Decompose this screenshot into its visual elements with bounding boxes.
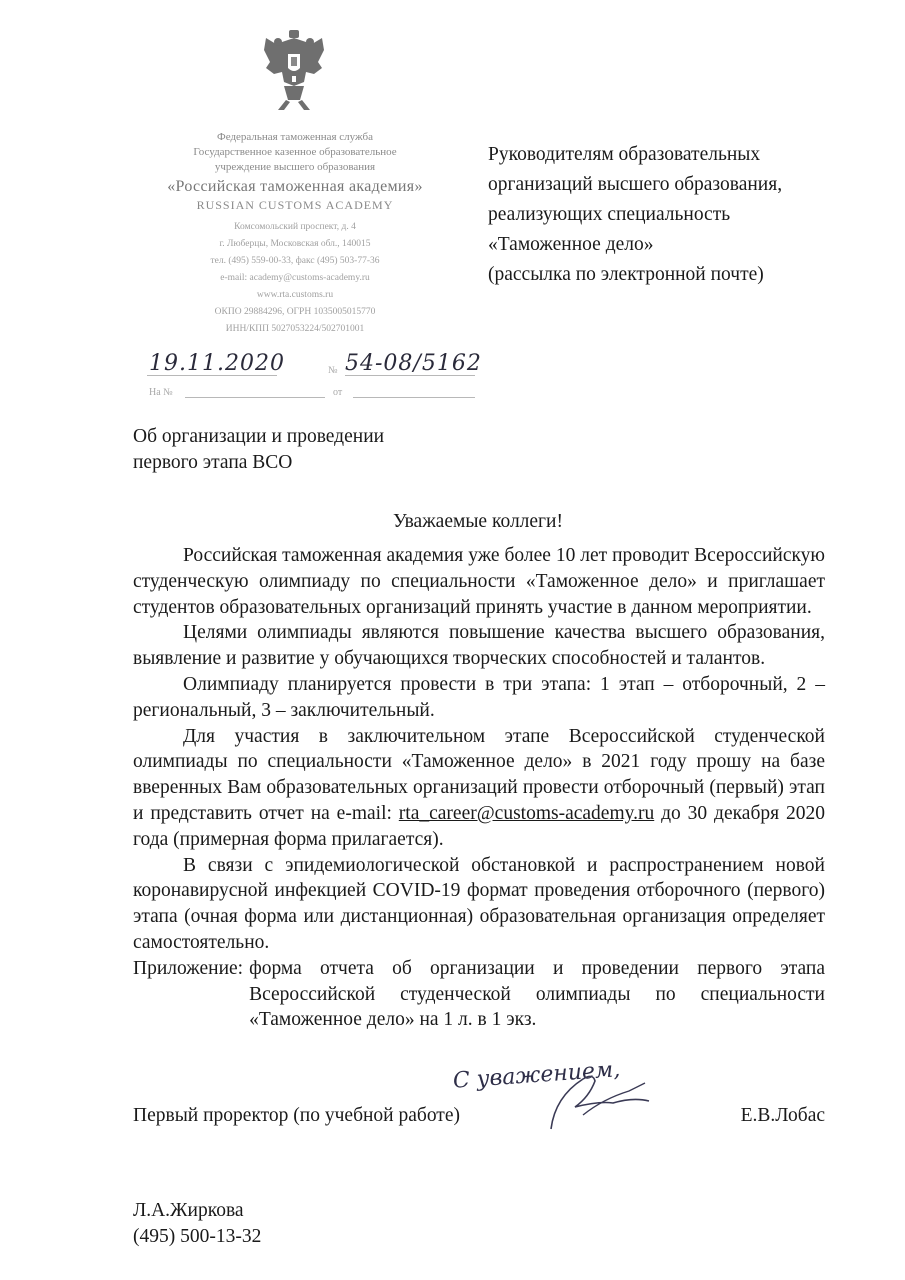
signature-block bbox=[133, 1057, 825, 1155]
subject-line: Об организации и проведении bbox=[133, 426, 385, 447]
letterhead-okpo: ОКПО 29884296, ОГРН 1035005015770 bbox=[214, 307, 376, 317]
from-label: от bbox=[333, 387, 343, 398]
executor-phone: (495) 500-13-32 bbox=[133, 1226, 262, 1247]
double-headed-eagle-emblem-icon bbox=[262, 28, 326, 112]
addressee-line: реализующих специальность bbox=[488, 204, 731, 225]
letterhead-academy-name-en: RUSSIAN CUSTOMS ACADEMY bbox=[196, 198, 394, 212]
request-deadline: до 30 декабря 2020 года (примерная форма прилагается). bbox=[133, 802, 825, 850]
addressee-line: Руководителям образовательных bbox=[488, 144, 761, 165]
addressee-line: (рассылка по электронной почте) bbox=[488, 264, 764, 285]
letter-subject bbox=[133, 424, 384, 476]
number-label: № bbox=[328, 365, 338, 376]
request-text: Для участия в заключительном этапе Всероссийской студенческой олимпиады по специальности «Таможенное дело» в 2021 году прошу на базе вверенных Вам образовательных организаций провести отборочный (первый) этап и представить отчет на e-mail: bbox=[133, 725, 825, 824]
letterhead-institution-level: учреждение высшего образования bbox=[214, 161, 376, 173]
letterhead-inn: ИНН/КПП 5027053224/502701001 bbox=[225, 324, 365, 334]
appendix-label: Приложение: bbox=[133, 957, 244, 979]
letterhead bbox=[130, 130, 460, 338]
letterhead-service: Федеральная таможенная служба bbox=[217, 131, 373, 143]
letterhead-institution-type: Государственное казенное образовательное bbox=[193, 146, 397, 158]
executor-name: Л.А.Жиркова bbox=[133, 1200, 244, 1221]
subject-line: первого этапа ВСО bbox=[133, 452, 293, 473]
salutation: Уважаемые коллеги! bbox=[393, 511, 563, 532]
letterhead-phone: тел. (495) 559-00-33, факс (495) 503-77-36 bbox=[210, 256, 380, 266]
registration-line bbox=[145, 351, 485, 378]
reference-label: На № bbox=[149, 387, 173, 398]
handwritten-regards: С уважением, bbox=[452, 1057, 621, 1094]
addressee-line: организаций высшего образования, bbox=[488, 174, 783, 195]
signer-name: Е.В.Лобас bbox=[740, 1105, 825, 1126]
registration-number: 54-08/5162 bbox=[345, 351, 482, 376]
paragraph-stages: Олимпиаду планируется провести в три этапа: 1 этап – отборочный, 2 – региональный, 3 – заключительный. bbox=[133, 673, 825, 721]
appendix-block bbox=[133, 956, 825, 1033]
appendix-line-rest: Всероссийской студенческой олимпиады по специальности «Таможенное дело» на 1 л. в 1 экз. bbox=[249, 983, 825, 1031]
letterhead-address-street: Комсомольский проспект, д. 4 bbox=[234, 222, 356, 232]
from-underline bbox=[353, 397, 475, 398]
paragraph-goals: Целями олимпиады являются повышение качества высшего образования, выявление и развитие у обучающихся творческих способностей и талантов. bbox=[133, 622, 825, 670]
reference-line bbox=[145, 376, 485, 400]
appendix-line-first: форма отчета об организации и проведении первого этапа bbox=[249, 957, 825, 979]
letterhead-academy-name: «Российская таможенная академия» bbox=[167, 178, 423, 195]
letterhead-address-city: г. Люберцы, Московская обл., 140015 bbox=[219, 239, 371, 249]
letterhead-email: e-mail: academy@customs-academy.ru bbox=[220, 273, 370, 283]
letterhead-website: www.rta.customs.ru bbox=[256, 290, 334, 300]
addressee-block bbox=[488, 140, 828, 290]
report-email-link[interactable]: rta_career@customs-academy.ru bbox=[398, 802, 655, 824]
appendix-text bbox=[249, 956, 825, 1033]
executor-block bbox=[133, 1198, 261, 1250]
signer-position: Первый проректор (по учебной работе) bbox=[133, 1105, 460, 1126]
letter-body bbox=[133, 543, 825, 1033]
paragraph-request bbox=[133, 724, 825, 853]
paragraph-format: В связи с эпидемиологической обстановкой и распространением новой коронавирусной инфекцией COVID-19 формат проведения отборочного (первого) этапа (очная форма или дистанционная) образовательная организация определяет самостоятельно. bbox=[133, 854, 825, 953]
reference-underline bbox=[185, 397, 325, 398]
registration-date: 19.11.2020 bbox=[149, 351, 285, 376]
addressee-line: «Таможенное дело» bbox=[488, 234, 654, 255]
paragraph-intro: Российская таможенная академия уже более 10 лет проводит Всероссийскую студенческую олимпиаду по специальности «Таможенное дело» и приглашает студентов образовательных организаций принять участие в данном мероприятии. bbox=[133, 545, 825, 618]
